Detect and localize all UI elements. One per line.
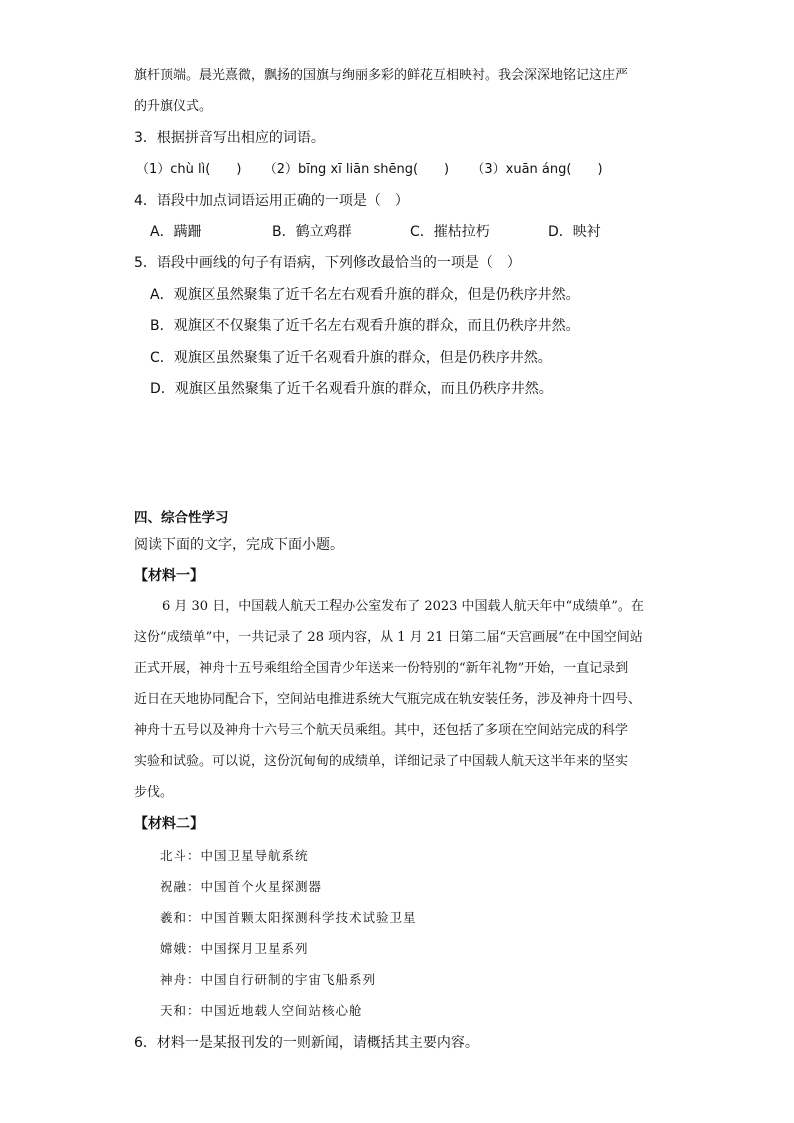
material-1-line: 这份“成绩单”中，一共记录了 28 项内容，从 1 月 21 日第二届“天宫画展”在中国空间站 [134, 630, 643, 645]
question-3-items [136, 160, 603, 180]
option-a: A．观旗区虽然聚集了近千名左右观看升旗的群众，但是仍秩序井然。 [150, 287, 580, 303]
question-3-stem: 3．根据拼音写出相应的词语。 [134, 130, 325, 146]
section-instruction: 阅读下面的文字，完成下面小题。 [134, 537, 344, 553]
material-1-line: 实验和试验。可以说，这份沉甸甸的成绩单，详细记录了中国载人航天这半年来的坚实 [134, 754, 629, 769]
question-6-stem: 6．材料一是某报刊发的一则新闻，请概括其主要内容。 [134, 1035, 479, 1051]
section-heading: 四、综合性学习 [134, 510, 229, 526]
option-d: D．映衬 [548, 224, 601, 240]
pinyin-item: （2）bīng xī liān shēng( ) [263, 162, 450, 177]
material-1-line: 步伐。 [134, 785, 174, 800]
material-1-line: 正式开展，神舟十五号乘组给全国青少年送来一份特别的“新年礼物”开始，一直记录到 [134, 661, 629, 676]
question-4-options [150, 222, 601, 242]
option-d: D．观旗区虽然聚集了近千名观看升旗的群众，而且仍秩序井然。 [150, 381, 553, 397]
option-c: C．摧枯拉朽 [410, 224, 490, 240]
question-4-stem: 4．语段中加点词语运用正确的一项是（ ） [134, 193, 409, 209]
material-2-item: 北斗：中国卫星导航系统 [160, 848, 309, 863]
pinyin-item: （1）chù lì( ) [136, 162, 242, 177]
material-2-label: 【材料二】 [134, 816, 204, 832]
option-b: B．观旗区不仅聚集了近千名左右观看升旗的群众，而且仍秩序井然。 [150, 318, 580, 334]
passage-line: 旗杆顶端。晨光熹微，飘扬的国旗与绚丽多彩的鲜花互相映衬。我会深深地铭记这庄严 [134, 68, 629, 83]
material-1-line: 神舟十五号以及神舟十六号三个航天员乘组。其中，还包括了多项在空间站完成的科学 [134, 723, 629, 738]
passage-line: 的升旗仪式。 [134, 99, 213, 114]
material-2-item: 天和：中国近地载人空间站核心舱 [160, 1003, 363, 1018]
pinyin-item: （3）xuān áng( ) [471, 162, 603, 177]
material-1-label: 【材料一】 [134, 568, 204, 584]
option-a: A．蹒跚 [150, 224, 202, 240]
material-2-item: 嫦娥：中国探月卫星系列 [160, 941, 309, 956]
question-5-stem: 5．语段中画线的句子有语病，下列修改最恰当的一项是（ ） [134, 255, 521, 271]
material-1-line: 6 月 30 日，中国载人航天工程办公室发布了 2023 中国载人航天年中“成绩单”。在 [162, 599, 644, 614]
option-b: B．鹤立鸡群 [272, 224, 352, 240]
material-2-item: 祝融：中国首个火星探测器 [160, 879, 323, 894]
material-2-item: 神舟：中国自行研制的宇宙飞船系列 [160, 972, 377, 987]
material-2-item: 羲和：中国首颗太阳探测科学技术试验卫星 [160, 910, 417, 925]
option-c: C．观旗区虽然聚集了近千名观看升旗的群众，但是仍秩序井然。 [150, 350, 552, 366]
material-1-line: 近日在天地协同配合下，空间站电推进系统大气瓶完成在轨安装任务，涉及神舟十四号、 [134, 692, 642, 707]
